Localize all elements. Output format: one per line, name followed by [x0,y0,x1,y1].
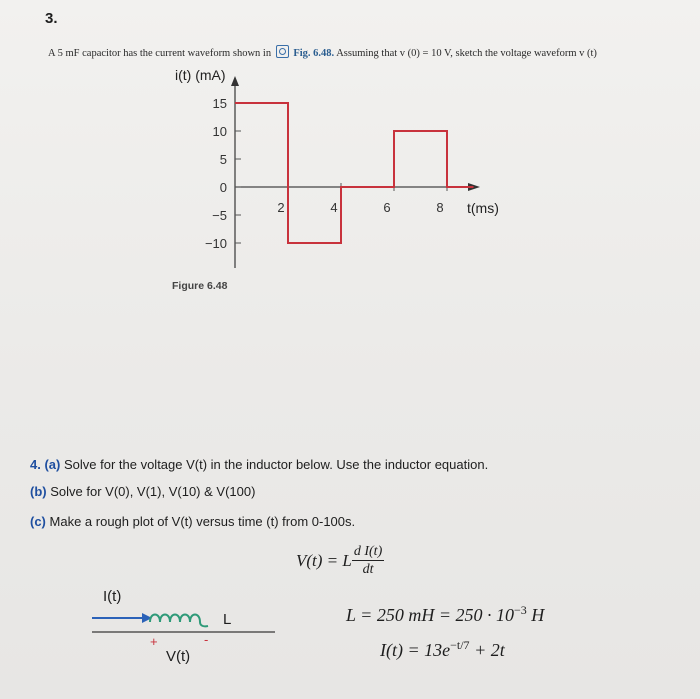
equation-fraction [352,544,384,578]
inductor-circuit [80,600,290,650]
current-waveform-line [235,103,474,243]
figure-reference-link[interactable]: Fig. 6.48. [293,48,335,59]
problem-4-part-a [30,457,488,472]
chart-series [235,103,474,243]
equation-denominator: dt [362,562,374,577]
problem-3-statement-suffix: Assuming that v (0) = 10 V, sketch the voltage waveform v (t) [336,48,597,59]
given-current [380,638,505,661]
inductor-label: L [223,611,232,628]
polarity-minus: - [204,632,209,647]
problem-4-number: 4. [30,457,41,472]
equation-numerator: d I(t) [353,544,383,559]
given-inductance [346,603,544,626]
circuit-voltage-label: V(t) [166,648,191,665]
y-tick-label: 15 [212,96,227,111]
y-axis-label: i(t) (mA) [175,67,226,83]
x-tick-label: 8 [436,200,444,215]
y-tick-label: −10 [204,236,227,251]
problem-4-part-c [30,514,355,529]
y-tick-label: 10 [212,124,227,139]
part-c-label: (c) [30,514,46,529]
problem-3-number: 3. [45,10,58,27]
y-axis-arrow-icon [231,76,239,86]
part-a-label: (a) [44,457,61,472]
y-tick-label: 0 [219,180,227,195]
problem-4-part-b [30,484,255,499]
given-i-text: I(t) = 13e [380,640,451,660]
current-waveform-chart [0,0,700,300]
x-tick-label: 6 [383,200,391,215]
chart-ticks [205,96,447,251]
x-tick-label: 4 [330,200,338,215]
chart-axes [231,76,480,268]
x-tick-label: 2 [277,200,285,215]
problem-3-statement-prefix: A 5 mF capacitor has the current waveform shown in [48,48,272,59]
given-i-exponent: −t/7 [450,638,470,652]
part-b-label: (b) [30,484,47,499]
figure-caption: Figure 6.48 [172,280,228,292]
x-axis-label: t(ms) [467,200,499,216]
y-tick-label: 5 [219,152,227,167]
given-l-exponent: −3 [513,603,527,617]
given-l-text: L = 250 mH = 250 · 10 [346,605,514,625]
part-b-text: Solve for V(0), V(1), V(10) & V(100) [50,484,256,499]
given-i-tail: + 2t [469,640,505,660]
circuit-current-label: I(t) [103,588,122,605]
given-l-unit: H [526,605,545,625]
equation-lhs: V(t) = L [296,551,352,570]
part-c-text: Make a rough plot of V(t) versus time (t) from 0-100s. [49,514,356,529]
polarity-plus: + [150,634,158,649]
y-tick-label: −5 [212,208,227,223]
part-a-text: Solve for the voltage V(t) in the inductor below. Use the inductor equation. [63,457,489,472]
inductor-equation [296,544,384,578]
inductor-coil-icon [150,615,208,627]
